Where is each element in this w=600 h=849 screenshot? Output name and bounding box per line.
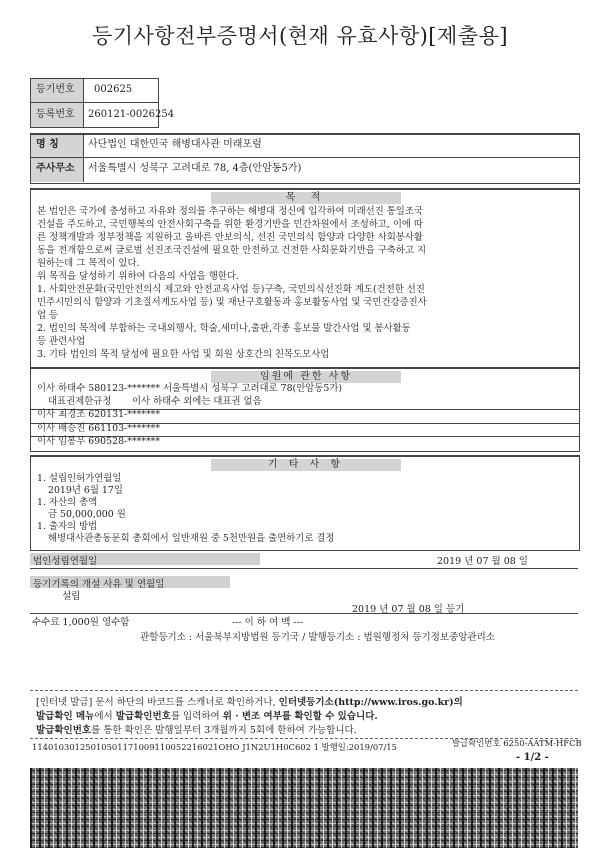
end-mark: --- 이 하 여 백 --- bbox=[232, 617, 304, 628]
notice-line-3 bbox=[36, 722, 357, 736]
verification-barcode bbox=[30, 768, 578, 848]
other-line: 1. 자산의 총액 bbox=[37, 497, 98, 508]
name-value: 사단법인 대한민국 해병대사관 미래포럼 bbox=[88, 139, 262, 150]
notice-line-2e: 위 · 변조 여부를 확인할 수 있습니다. bbox=[222, 711, 378, 722]
notice-line-2b: 에서 bbox=[94, 711, 116, 722]
rep-rule-text: 이사 하태수 외에는 대표권 없음 bbox=[132, 396, 262, 407]
officer-row: 이사 임봉우 690528-******* bbox=[37, 436, 161, 447]
officers-heading: 임원에 관한 사항 bbox=[211, 371, 401, 383]
purpose-line: 위 목적을 달성하기 위하여 다음의 사업을 행한다. bbox=[37, 271, 239, 282]
rep-rule-label: 대표권제한규정 bbox=[48, 396, 112, 407]
notice-line-2d: 를 입력하여 bbox=[170, 711, 223, 722]
other-line: 금 50,000,000 원 bbox=[48, 509, 126, 520]
other-line: 해병대사관총동문회 총회에서 일반재원 중 5천만원을 출연하기로 결정 bbox=[48, 533, 335, 544]
purpose-line: 동을 전개함으로써 글로벌 선진조국건설에 필요한 안전하고 건전한 사회문화기반을 구축하고 지 bbox=[37, 245, 427, 256]
purpose-line: 본 법인은 국가에 충성하고 자유와 정의를 추구하는 해병대 정신에 입각하여 미래선진 통일조국 bbox=[37, 206, 423, 217]
registry-reason-label: 등기기록의 개설 사유 및 연월일 bbox=[33, 579, 165, 590]
purpose-line: 건설을 주도하고, 국민행복의 안전사회구축을 위한 환경기반을 민간차원에서 조성하고, 이에 따 bbox=[37, 219, 423, 230]
name-label: 명 칭 bbox=[36, 139, 59, 150]
corp-number-label: 등록번호 bbox=[36, 109, 75, 120]
registry-reason-text: 설립 bbox=[62, 591, 81, 602]
footer-page-number: - 1/2 - bbox=[516, 752, 549, 763]
footer-serial: 11401030125010501171009110052216021OHO J1N2U1H0C602 1 발행일:2019/07/15 bbox=[32, 742, 397, 752]
purpose-line: 2. 법인의 목적에 부합하는 국내외행사, 학술,세미나,출판,각종 홍보물 발간사업 및 봉사활동 bbox=[37, 323, 411, 334]
officer-row: 이사 최경조 620131-******* bbox=[37, 409, 161, 420]
registration-number-value: 002625 bbox=[94, 84, 133, 95]
officer-row: 이사 하태수 580123-******* 서울특별시 성북구 고려대로 78(안암동5가) bbox=[37, 383, 343, 394]
office-value: 서울특별시 성북구 고려대로 78, 4층(안암동5가) bbox=[88, 163, 302, 174]
jurisdiction-text: 관할등기소 : 서울북부지방법원 등기국 / 발행등기소 : 법원행정처 등기정보중앙관리소 bbox=[140, 632, 495, 643]
purpose-line: 등 관련사업 bbox=[37, 336, 86, 347]
other-matters-heading: 기 타 사 항 bbox=[211, 459, 401, 471]
notice-line-2 bbox=[36, 708, 378, 722]
purpose-line: 른 정책개발과 정부정책을 지원하고 올바른 안보의식, 선진 국민의식 함양과 다양한 사회봉사활 bbox=[37, 232, 423, 243]
name-office-divider bbox=[31, 157, 579, 158]
registry-reason-date: 2019 년 07 월 08 일 등기 bbox=[352, 604, 465, 615]
establishment-label: 법인성립연월일 bbox=[33, 556, 98, 567]
notice-line-1a: [인터넷 발급] 문서 하단의 바코드를 스캐너로 확인하거나, bbox=[36, 697, 276, 708]
corp-number-value: 260121-0026254 bbox=[88, 109, 175, 120]
purpose-line: 민주시민의식 함양과 기초질서계도사업 등) 및 재난구호활동과 홍보활동사업 및 국민건강증진사 bbox=[37, 297, 427, 308]
officer-row: 이사 배승진 661103-******* bbox=[37, 423, 161, 434]
notice-line-3a: 발급확인번호 bbox=[36, 725, 92, 736]
purpose-heading: 목 적 bbox=[211, 192, 401, 204]
document-title: 등기사항전부증명서(현재 유효사항)[제출용] bbox=[91, 24, 509, 48]
purpose-line: 1. 사회안전문화(국민안전의식 제고와 안전교육사업 등)구축, 국민의식선진화 계도(건전한 선진 bbox=[37, 284, 425, 295]
registration-number-label: 등기번호 bbox=[36, 84, 75, 95]
other-line: 2019년 6월 17일 bbox=[48, 485, 123, 496]
notice-line-2a: 발급확인 메뉴 bbox=[36, 711, 95, 722]
notice-line-2c: 발급확인번호 bbox=[115, 711, 171, 722]
establishment-divider bbox=[30, 568, 578, 569]
establishment-date: 2019 년 07 월 08 일 bbox=[437, 556, 528, 567]
fee-text: 수수료 1,000원 영수함 bbox=[32, 617, 130, 628]
office-label: 주사무소 bbox=[36, 163, 75, 174]
purpose-line: 3. 기타 법인의 목적 달성에 필요한 사업 및 회원 상호간의 친목도모사업 bbox=[37, 349, 330, 360]
other-line: 1. 설립인허가연월일 bbox=[37, 473, 122, 484]
notice-line-3b: 를 통한 확인은 발행일부터 3개월까지 5회에 한하여 가능합니다. bbox=[91, 725, 357, 736]
other-line: 1. 출자의 방법 bbox=[37, 521, 98, 532]
purpose-line: 업 등 bbox=[37, 310, 59, 321]
notice-line-1b: 인터넷등기소(http://www.iros.go.kr)의 bbox=[278, 697, 463, 708]
notice-line-1 bbox=[36, 694, 463, 708]
purpose-line: 원하는데 그 목적이 있다. bbox=[37, 258, 140, 269]
footer-confirm-number: 발급확인번호 6250-AATM-HFCB bbox=[452, 738, 582, 748]
